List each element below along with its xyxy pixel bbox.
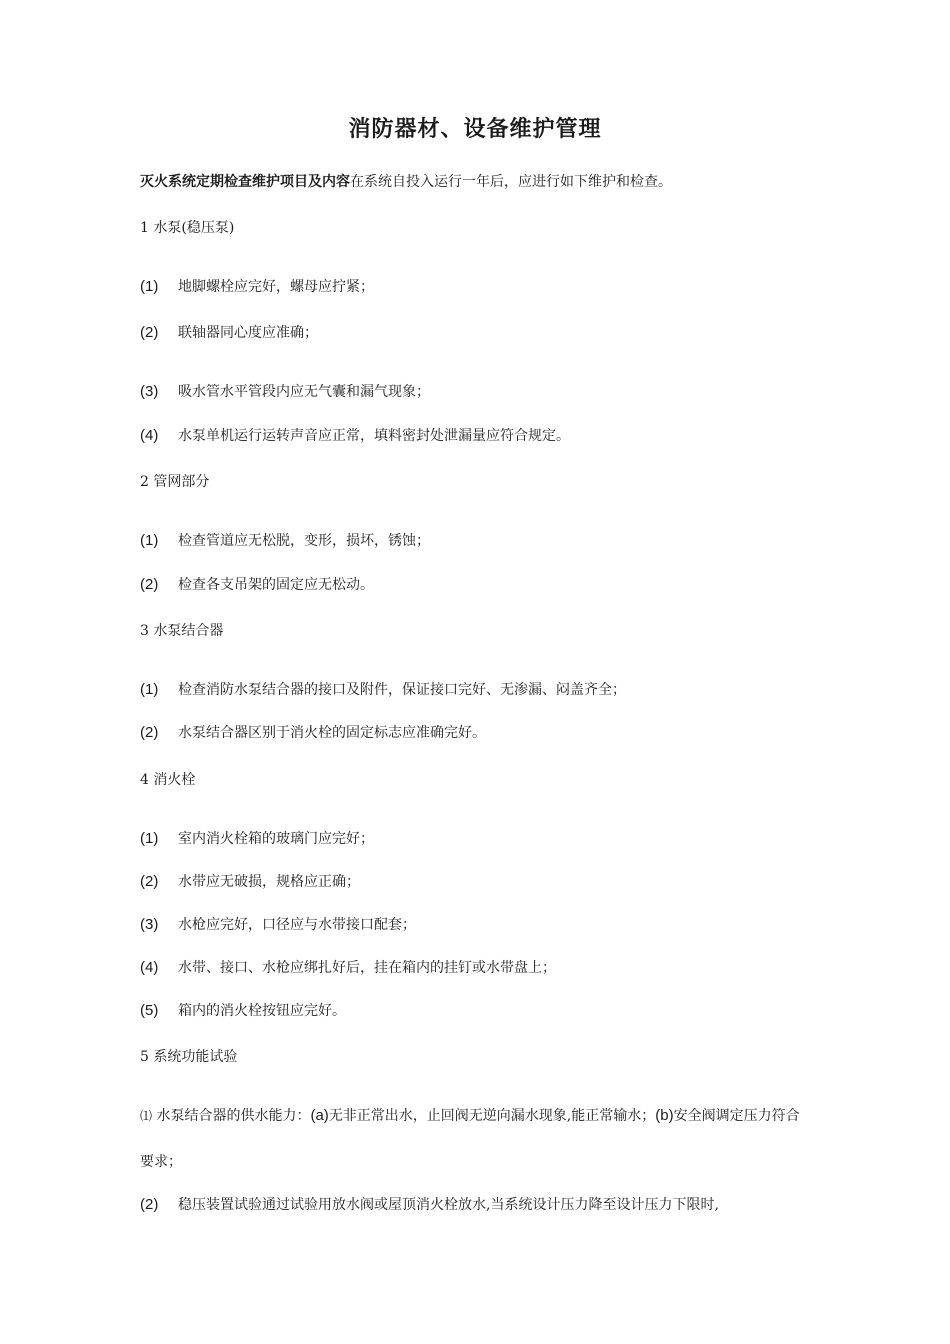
list-item	[140, 531, 430, 551]
list-item	[140, 829, 374, 849]
item-text: 水泵单机运行运转声音应正常，填料密封处泄漏量应符合规定。	[178, 428, 570, 444]
section-heading: 4 消火栓	[140, 772, 196, 788]
item-number: (2)	[140, 1196, 159, 1213]
item-number: (1)	[140, 532, 159, 549]
item-text: 箱内的消火栓按钮应完好。	[178, 1003, 346, 1019]
item-text: 水泵结合器的供水能力：	[156, 1108, 311, 1124]
item-number: (2)	[140, 576, 159, 593]
item-number: (2)	[140, 873, 159, 890]
option-marker: (a)	[310, 1107, 329, 1124]
list-item	[140, 680, 626, 700]
item-number: (3)	[140, 383, 159, 400]
item-text: 稳压装置试验通过试验用放水阀或屋顶消火栓放水,当系统设计压力降至设计压力下限时,	[178, 1197, 719, 1213]
section-heading: 2 管网部分	[140, 474, 210, 490]
item-number: (2)	[140, 724, 159, 741]
item-text: 安全阀调定压力符合要求；	[140, 1108, 800, 1170]
list-item	[140, 958, 556, 978]
list-item	[140, 723, 486, 743]
list-item	[140, 1001, 346, 1021]
item-number: (4)	[140, 959, 159, 976]
item-number: (3)	[140, 916, 159, 933]
item-text: 水带、接口、水枪应绑扎好后，挂在箱内的挂钉或水带盘上；	[178, 960, 556, 976]
intro-heading: 灭火系统定期检查维护项目及内容	[140, 174, 350, 190]
page-title: 消防器材、设备维护管理	[348, 117, 602, 142]
section-heading: 3 水泵结合器	[140, 623, 224, 639]
item-text: 水带应无破损，规格应正确；	[178, 874, 360, 890]
option-marker: (b)	[655, 1107, 674, 1124]
item-text: 检查各支吊架的固定应无松动。	[178, 577, 374, 593]
item-number: ⑴	[140, 1109, 153, 1123]
list-item	[140, 1093, 810, 1185]
item-text: 地脚螺栓应完好，螺母应拧紧；	[178, 279, 374, 295]
item-number: (5)	[140, 1002, 159, 1019]
item-number: (4)	[140, 427, 159, 444]
list-item	[140, 915, 416, 935]
section-heading: 1 水泵(稳压泵)	[140, 220, 235, 236]
item-number: (1)	[140, 830, 159, 847]
item-text: 吸水管水平管段内应无气囊和漏气现象；	[178, 384, 430, 400]
item-text: 联轴器同心度应准确；	[178, 325, 318, 341]
list-item	[140, 323, 318, 343]
list-item	[140, 382, 430, 402]
list-item	[140, 426, 570, 446]
intro-text: 在系统自投入运行一年后，应进行如下维护和检查。	[350, 174, 672, 190]
list-item	[140, 277, 374, 297]
section-heading: 5 系统功能试验	[140, 1049, 238, 1065]
item-text: 无非正常出水，止回阀无逆向漏水现象,能正常输水；	[328, 1108, 656, 1124]
item-text: 水泵结合器区别于消火栓的固定标志应准确完好。	[178, 725, 486, 741]
item-number: (1)	[140, 681, 159, 698]
item-text: 检查管道应无松脱，变形，损坏，锈蚀；	[178, 533, 430, 549]
list-item	[140, 1195, 719, 1215]
item-text: 检查消防水泵结合器的接口及附件，保证接口完好、无渗漏、闷盖齐全；	[178, 682, 626, 698]
list-item	[140, 575, 374, 595]
item-text: 室内消火栓箱的玻璃门应完好；	[178, 831, 374, 847]
item-number: (2)	[140, 324, 159, 341]
list-item	[140, 872, 360, 892]
item-number: (1)	[140, 278, 159, 295]
intro-paragraph	[140, 172, 672, 192]
item-text: 水枪应完好，口径应与水带接口配套；	[178, 917, 416, 933]
